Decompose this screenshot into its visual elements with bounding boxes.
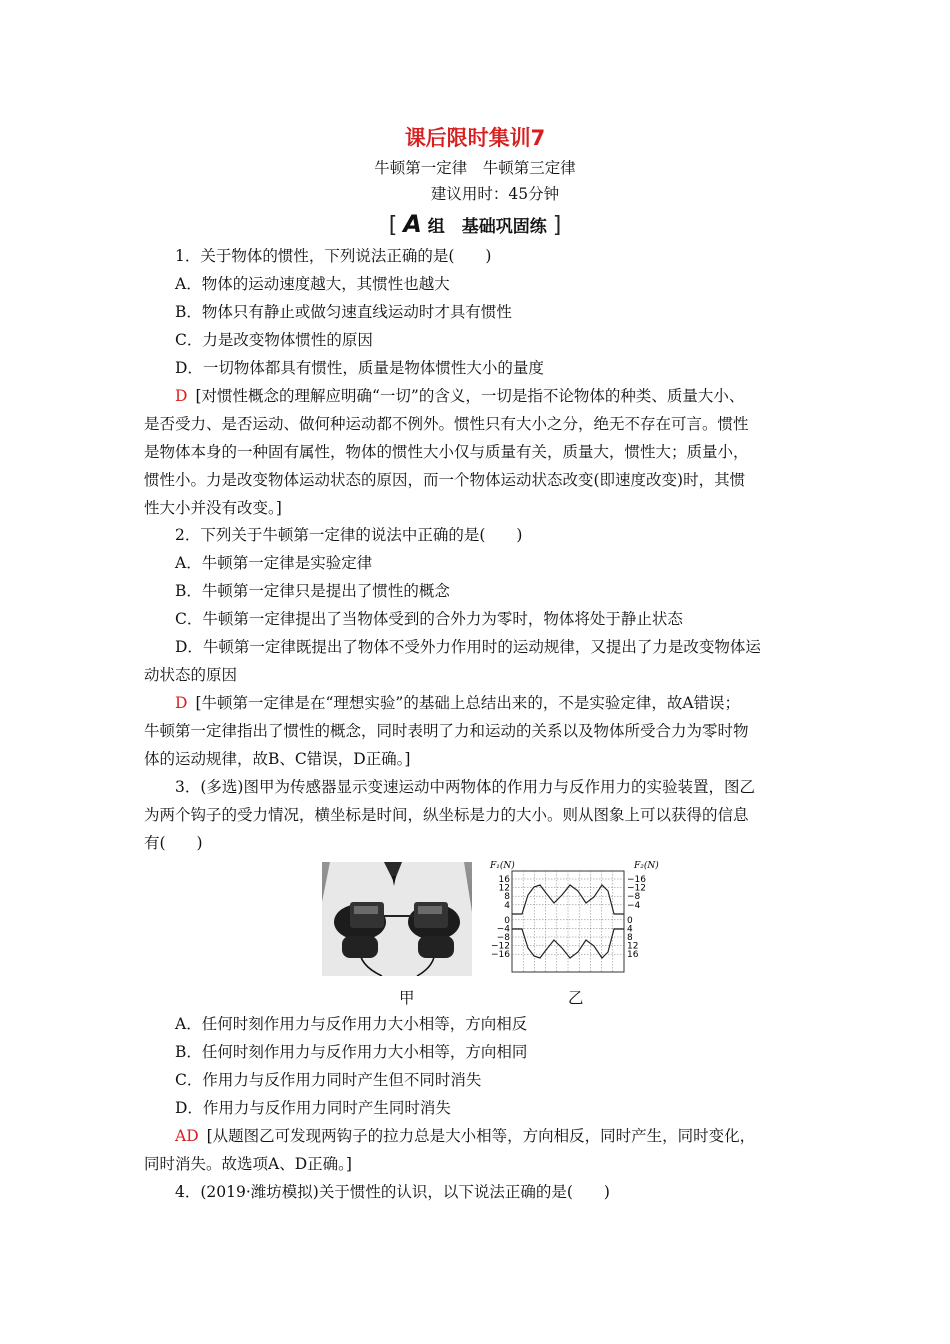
right-tick-label: 16: [627, 950, 639, 961]
q1-option-b: B．物体只有静止或做匀速直线运动时才具有惯性: [175, 303, 512, 321]
q2-explanation-line: D [牛顿第一定律是在“理想实验”的基础上总结出来的，不是实验定律，故A错误；: [175, 694, 741, 712]
q1-option-a: A．物体的运动速度越大，其惯性也越大: [175, 275, 450, 293]
q1-explanation-line: 性大小并没有改变。]: [144, 499, 282, 517]
q2-stem: 2．下列关于牛顿第一定律的说法中正确的是( ): [175, 526, 523, 544]
q1-explanation-line: 惯性小。力是改变物体运动状态的原因，而一个物体运动状态改变(即速度改变)时，其惯: [144, 471, 746, 489]
q2-explanation-line: 牛顿第一定律指出了惯性的概念，同时表明了力和运动的关系以及物体所受合力为零时物: [144, 722, 749, 740]
right-tick-label: −8: [627, 892, 641, 903]
right-bracket: ]: [552, 213, 562, 238]
q4-stem: 4．(2019·潍坊模拟)关于惯性的认识，以下说法正确的是( ): [175, 1183, 610, 1201]
q3-option-c: C．作用力与反作用力同时产生但不同时消失: [175, 1071, 482, 1089]
left-tick-label: −4: [496, 924, 510, 935]
q2-option-c: C．牛顿第一定律提出了当物体受到的合外力为零时，物体将处于静止状态: [175, 610, 683, 628]
right-axis-label: F₂(N): [634, 861, 659, 871]
figure-caption-jia: 甲: [399, 989, 415, 1007]
right-tick-label: 8: [627, 933, 633, 943]
q1-option-d: D．一切物体都具有惯性，质量是物体惯性大小的量度: [175, 359, 544, 377]
experiment-photo: [322, 862, 472, 976]
q1-explanation-line: 是物体本身的一种固有属性，物体的惯性大小仅与质量有关，质量大，惯性大；质量小，: [144, 443, 749, 461]
q2-option-a: A．牛顿第一定律是实验定律: [175, 554, 373, 572]
right-tick-label: −4: [627, 900, 641, 911]
q2-option-d-cont: 动状态的原因: [144, 666, 238, 684]
q3-option-a: A．任何时刻作用力与反作用力大小相等，方向相反: [175, 1015, 528, 1033]
left-axis-label: F₁(N): [490, 861, 515, 871]
left-tick-label: 16: [498, 875, 510, 885]
left-tick-label: −8: [496, 933, 510, 943]
q1-explanation-line: D [对惯性概念的理解应明确“一切”的含义，一切是指不论物体的种类、质量大小、: [175, 387, 745, 405]
page-subtitle: 牛顿第一定律 牛顿第三定律: [374, 159, 576, 177]
left-tick-label: 8: [504, 892, 510, 903]
right-tick-label: −12: [627, 883, 646, 894]
q2-explanation-line: 体的运动规律，故B、C错误，D正确。]: [144, 750, 411, 768]
left-tick-label: 12: [498, 883, 510, 894]
left-tick-label: 0: [504, 915, 510, 926]
q1-answer: D: [175, 387, 188, 405]
page-title: 课后限时集训7: [404, 126, 546, 150]
q3-answer: AD: [175, 1127, 199, 1145]
suggested-time: 建议用时：45分钟: [430, 185, 560, 203]
left-tick-label: −12: [491, 941, 510, 952]
force-graph: [488, 857, 678, 979]
q3-option-b: B．任何时刻作用力与反作用力大小相等，方向相同: [175, 1043, 528, 1061]
right-tick-label: 0: [627, 915, 633, 926]
right-tick-label: −16: [627, 875, 646, 885]
q2-option-b: B．牛顿第一定律只是提出了惯性的概念: [175, 582, 450, 600]
left-tick-label: −16: [491, 950, 510, 961]
q3-explanation-line: AD [从题图乙可发现两钩子的拉力总是大小相等，方向相反，同时产生，同时变化，: [175, 1127, 756, 1145]
q3-option-d: D．作用力与反作用力同时产生同时消失: [175, 1099, 451, 1117]
figure-caption-yi: 乙: [568, 989, 584, 1007]
right-tick-label: 12: [627, 941, 639, 952]
left-tick-label: 4: [504, 900, 510, 911]
group-letter: A: [403, 210, 422, 238]
right-tick-label: 4: [627, 924, 633, 935]
q1-option-c: C．力是改变物体惯性的原因: [175, 331, 373, 349]
q3-stem: 有( ): [144, 834, 203, 852]
q3-explanation-line: 同时消失。故选项A、D正确。]: [144, 1155, 352, 1173]
group-heading: [0, 210, 950, 238]
q3-stem: 为两个钩子的受力情况，横坐标是时间，纵坐标是力的大小。则从图象上可以获得的信息: [144, 806, 749, 824]
q1-explanation-line: 是否受力、是否运动、做何种运动都不例外。惯性只有大小之分，绝无不存在可言。惯性: [144, 415, 749, 433]
left-bracket: [: [388, 213, 398, 238]
q2-answer: D: [175, 694, 188, 712]
group-label: 组 基础巩固练: [427, 217, 547, 237]
q1-stem: 1．关于物体的惯性，下列说法正确的是( ): [175, 247, 492, 265]
q3-stem: 3．(多选)图甲为传感器显示变速运动中两物体的作用力与反作用力的实验装置，图乙: [175, 778, 755, 796]
q2-option-d: D．牛顿第一定律既提出了物体不受外力作用时的运动规律，又提出了力是改变物体运: [175, 638, 761, 656]
